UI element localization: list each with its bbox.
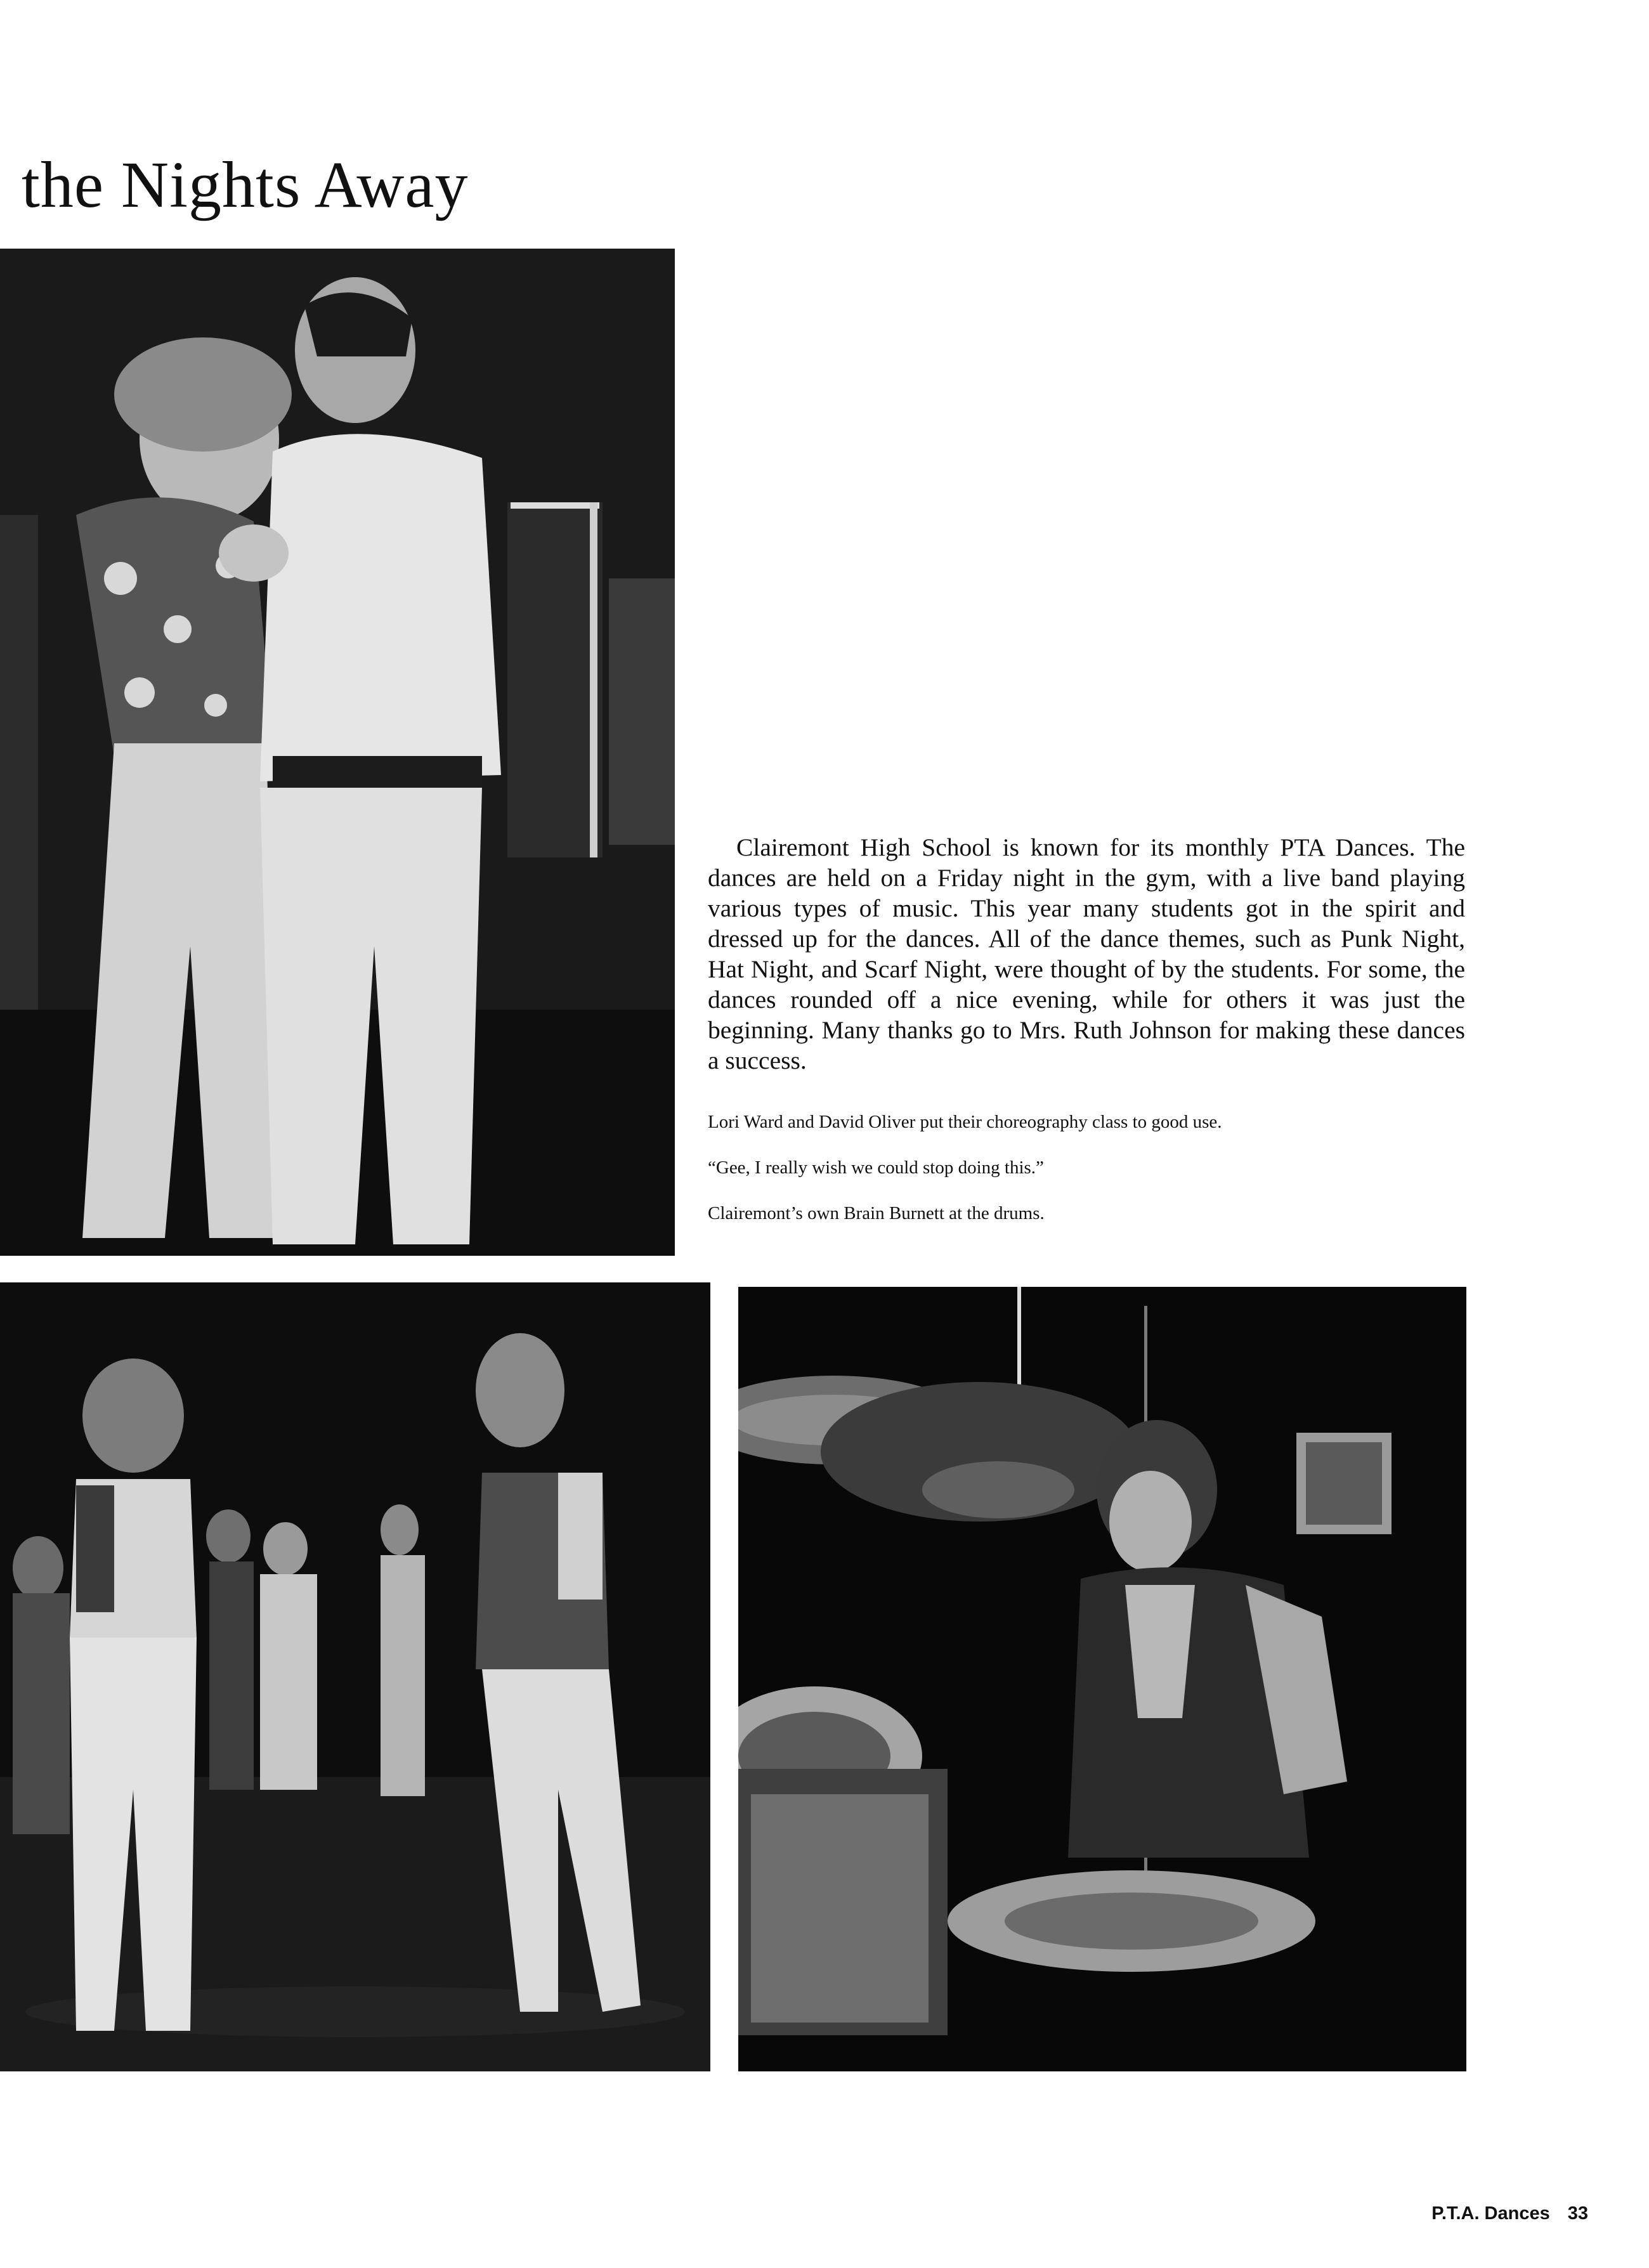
photo-couple-dancing-image — [0, 249, 675, 1256]
photo-drummer-image — [738, 1287, 1466, 2071]
caption-lori-ward-david-oliver: Lori Ward and David Oliver put their choreography class to good use. — [708, 1112, 1222, 1132]
photo-students-dancing-image — [0, 1282, 710, 2071]
photo-students-dancing — [0, 1282, 710, 2071]
caption-brain-burnett: Clairemont’s own Brain Burnett at the drums. — [708, 1203, 1045, 1223]
footer-section-title: P.T.A. Dances — [1431, 2203, 1550, 2224]
page-footer — [1431, 2203, 1588, 2224]
caption-gee-quote: “Gee, I really wish we could stop doing this.” — [708, 1157, 1044, 1178]
photo-couple-dancing — [0, 249, 675, 1256]
page-number: 33 — [1567, 2203, 1588, 2224]
page-title: the Nights Away — [22, 148, 469, 221]
photo-drummer — [738, 1287, 1466, 2071]
article-body: Clairemont High School is known for its monthly PTA Dances. The dances are held on a Friday night in the gym, with a live band playing various types of music. This year many students got in the spirit and dressed up for the dances. All of the dance themes, such as Punk Night, Hat Night, and Scarf Night, were thought of by the students. For some, the dances rounded off a nice evening, while for others it was just the beginning. Many thanks go to Mrs. Ruth Johnson for making these dances a success. — [708, 833, 1465, 1074]
